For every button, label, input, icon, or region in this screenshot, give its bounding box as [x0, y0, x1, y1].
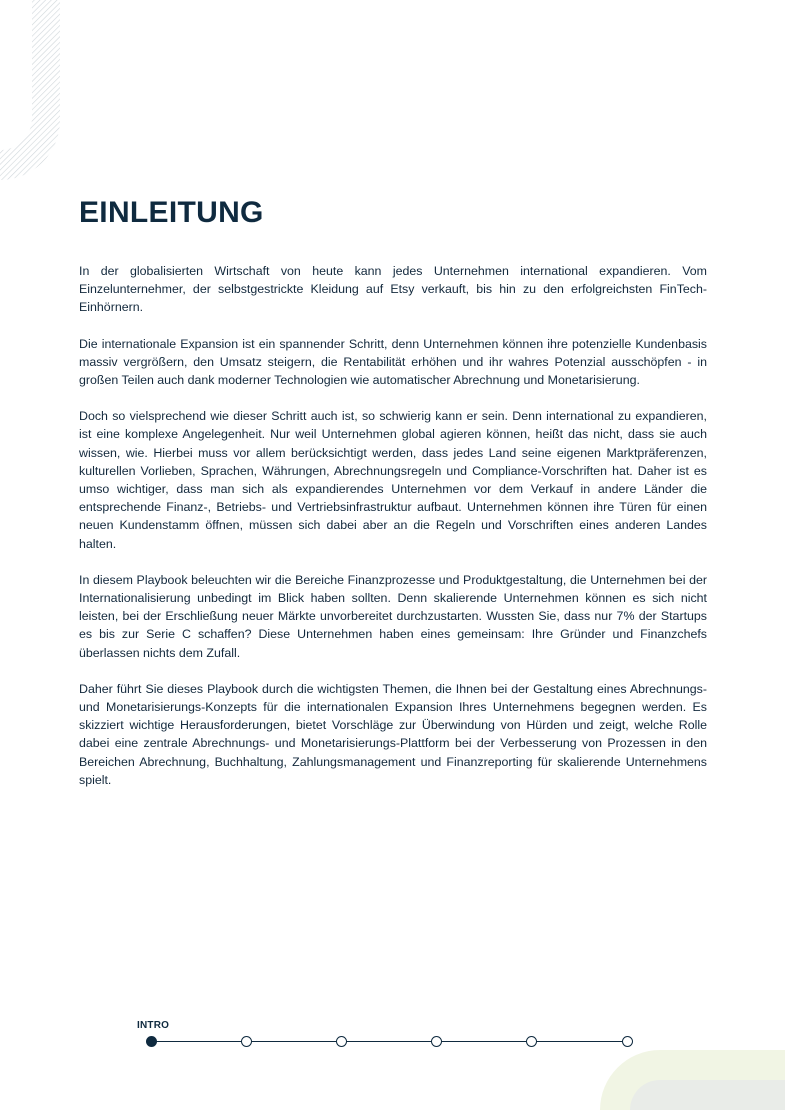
progress-step-5: [526, 1036, 537, 1047]
section-progress-indicator: [136, 1020, 636, 1060]
progress-step-4: [431, 1036, 442, 1047]
paragraph: In der globalisierten Wirtschaft von heute kann jedes Unternehmen international expandieren. Vom Einzelunternehmer, der selbstgestrickte Kleidung auf Etsy verkauft, bis hin zu den erfolgreichsten FinTech-Einhörnern.: [79, 264, 707, 315]
progress-line: [152, 1041, 628, 1042]
progress-step-2: [241, 1036, 252, 1047]
paragraph: In diesem Playbook beleuchten wir die Bereiche Finanzprozesse und Produktgestaltung, die Unternehmen bei der Internationalisierung unbedingt im Blick haben sollten. Denn skalierende Unternehmen können es sich nicht leisten, bei der Erschließung neuer Märkte unvorbereitet durchzustarten. Wussten Sie, dass nur 7% der Startups es bis zur Serie C schaffen? Diese Unternehmen haben eines gemeinsam: Ihre Gründer und Finanzchefs überlassen nichts dem Zufall.: [79, 572, 707, 660]
paragraph: Die internationale Expansion ist ein spannender Schritt, denn Unternehmen können ihre potenzielle Kundenbasis massiv vergrößern, den Umsatz steigern, die Rentabilität erhöhen und ihr wahres Potenzial ausschöpfen - in großen Teilen auch dank moderner Technologien wie automatischer Abrechnung und Monetarisierung.: [79, 336, 707, 388]
progress-step-6: [622, 1036, 633, 1047]
paragraph: Doch so vielsprechend wie dieser Schritt auch ist, so schwierig kann er sein. Denn international zu expandieren, ist eine komplexe Angelegenheit. Nur weil Unternehmen global agieren können, heißt das nicht, dass sie auch wissen, wie. Hierbei muss vor allem berücksichtigt werden, dass jedes Land seine eigenen Marktpräferenzen, kulturellen Vorlieben, Sprachen, Währungen, Abrechnungsregeln und Compliance-Vorschriften hat. Daher ist es umso wichtiger, dass man sich als expandierendes Unternehmen vor dem Verkauf in andere Länder die entsprechende Finanz-, Betriebs- und Vertriebsinfrastruktur aufbaut. Unternehmen können ihre Türen für einen neuen Kundenstamm öffnen, müssen sich dabei aber an die Regeln und Vorschriften eines anderen Landes halten.: [79, 409, 707, 551]
progress-step-1: [146, 1036, 157, 1047]
corner-decoration-top-left: [0, 0, 64, 180]
progress-label: INTRO: [137, 1020, 170, 1031]
paragraph: Daher führt Sie dieses Playbook durch die wichtigsten Themen, die Ihnen bei der Gestaltung eines Abrechnungs- und Monetarisierungs-Konzepts für die internationalen Expansion Ihres Unternehmens begegnen werden. Es skizziert wichtige Herausforderungen, bietet Vorschläge zur Überwindung von Hürden und zeigt, welche Rolle dabei eine zentrale Abrechnungs- und Monetarisierungs-Plattform bei der Verbesserung von Prozessen in den Bereichen Abrechnung, Buchhaltung, Zahlungsmanagement und Finanzreporting für skalierende Unternehmens spielt.: [79, 681, 707, 787]
page-title: EINLEITUNG: [79, 196, 264, 229]
progress-step-3: [336, 1036, 347, 1047]
body-text: [79, 262, 707, 807]
